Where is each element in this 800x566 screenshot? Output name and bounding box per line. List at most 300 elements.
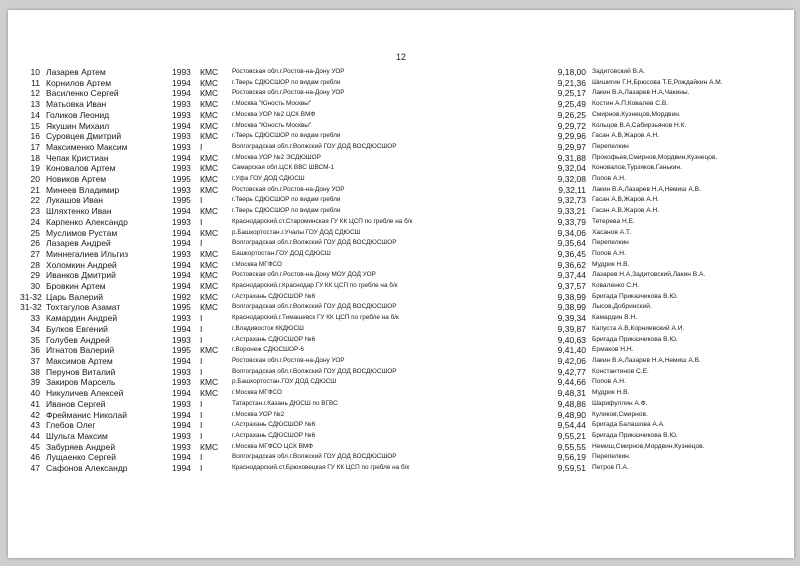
result-time: 9,38,99: [557, 302, 586, 313]
athlete-name: Миннегалиев Ильгиз: [46, 248, 129, 259]
result-time: 9,42,06: [557, 355, 586, 366]
organization: г.Москва УОР №2: [232, 410, 285, 418]
organization: г.Воронеж СДЮСШОР-6: [232, 346, 304, 354]
result-time: 9,32,11: [558, 184, 586, 195]
athlete-name: Шляхтенко Иван: [46, 206, 112, 217]
sport-rank: I: [200, 323, 203, 334]
coaches: Лакин В.А,Лазарев Н.А,Немиш А.В.: [592, 356, 701, 364]
result-time: 9,25,49: [557, 99, 586, 110]
sport-rank: КМС: [200, 163, 219, 174]
sport-rank: I: [200, 430, 203, 441]
athlete-name: Лазарев Артем: [46, 67, 106, 77]
sport-rank: I: [200, 398, 203, 409]
coaches: Бригада Приказчикова В.Ю.: [592, 335, 678, 343]
athlete-name: Закиров Марсель: [46, 377, 116, 388]
coaches: Шарифуллин А.Ф.: [592, 399, 648, 407]
athlete-name: Царь Валерий: [46, 291, 104, 302]
result-time: 9,59,51: [557, 463, 586, 474]
birth-year: 1994: [172, 270, 191, 281]
results-table: [8, 67, 794, 474]
result-time: 9,36,45: [557, 248, 586, 259]
result-time: 9,32,04: [557, 163, 586, 174]
table-row: [8, 345, 794, 356]
sport-rank: КМС: [200, 259, 219, 270]
result-time: 9,33,79: [557, 216, 586, 227]
table-row: [8, 292, 794, 303]
sport-rank: I: [200, 409, 203, 420]
birth-year: 1994: [172, 152, 191, 163]
table-row: [8, 185, 794, 196]
place-number: 37: [30, 355, 40, 366]
athlete-name: Минеев Владимир: [46, 184, 120, 195]
sport-rank: КМС: [200, 77, 219, 88]
place-number: 35: [30, 334, 40, 345]
table-row: [8, 88, 794, 99]
coaches: Задитовский В.А.: [592, 68, 646, 75]
athlete-name: Голиков Леонид: [46, 109, 110, 120]
place-number: 36: [30, 345, 40, 356]
birth-year: 1992: [172, 291, 191, 302]
result-time: 9,48,90: [557, 409, 586, 420]
organization: г.Москва МГФСО: [232, 389, 283, 397]
place-number: 31-32: [20, 291, 42, 302]
birth-year: 1993: [172, 216, 191, 227]
birth-year: 1993: [172, 248, 191, 259]
athlete-name: Суровцев Дмитрий: [46, 131, 122, 142]
table-row: [8, 399, 794, 410]
sport-rank: КМС: [200, 248, 219, 259]
athlete-name: Голубев Андрей: [46, 334, 110, 345]
birth-year: 1994: [172, 463, 191, 474]
organization: Самарская обл.ЦСК ВВС ШВСМ-1: [232, 164, 335, 172]
coaches: Кольцов В.А,Сабирзьянов Н.К.: [592, 121, 687, 129]
birth-year: 1994: [172, 281, 191, 292]
table-row: [8, 452, 794, 463]
coaches: Костин А.П,Ковалев С.В.: [592, 100, 669, 108]
table-row: [8, 270, 794, 281]
table-row: [8, 367, 794, 378]
result-time: 9,25,17: [557, 88, 586, 99]
result-time: 9,29,72: [557, 120, 586, 131]
organization: Краснодарский.ст.Староминская ГУ КК ЦСП по гребле на б/к: [232, 217, 413, 225]
table-row: [8, 163, 794, 174]
coaches: Лакин В.А,Лазарев Н.А,Немиш А.В.: [592, 185, 701, 193]
coaches: Перепелкин: [592, 142, 629, 150]
result-time: 9,39,34: [557, 313, 586, 324]
athlete-name: Чепак Кристиан: [46, 152, 109, 163]
sport-rank: КМС: [200, 109, 219, 120]
coaches: Коновалов,Турзяков,Ганькин.: [592, 164, 682, 172]
result-time: 9,42,77: [557, 366, 586, 377]
result-time: 9,38,99: [557, 291, 586, 302]
place-number: 12: [30, 88, 40, 99]
place-number: 44: [30, 430, 40, 441]
coaches: Мудрик Н.В.: [592, 260, 630, 268]
sport-rank: КМС: [200, 131, 219, 142]
athlete-name: Лазарев Андрей: [46, 238, 111, 249]
place-number: 14: [30, 109, 40, 120]
result-time: 9,26,25: [557, 109, 586, 120]
organization: Ростовская обл.г.Ростов-на-Дону УОР: [232, 185, 345, 193]
athlete-name: Сафонов Александр: [46, 463, 128, 474]
table-row: [8, 356, 794, 367]
sport-rank: КМС: [200, 227, 219, 238]
table-row: [8, 67, 794, 78]
coaches: Смирнов,Кузнецов,Мордвин.: [592, 110, 681, 118]
sport-rank: КМС: [200, 174, 219, 185]
athlete-name: Максименко Максим: [46, 141, 128, 152]
document-page: [8, 10, 794, 558]
organization: г.Москва "Юность Москвы": [232, 121, 312, 129]
organization: г.Тверь СДЮСШОР по видам гребли: [232, 78, 341, 86]
birth-year: 1993: [172, 398, 191, 409]
athlete-name: Фрейманис Николай: [46, 409, 127, 420]
table-row: [8, 142, 794, 153]
birth-year: 1995: [172, 345, 191, 356]
birth-year: 1993: [172, 141, 191, 152]
athlete-name: Лущаенко Сергей: [46, 452, 116, 463]
athlete-name: Иванов Сергей: [46, 398, 106, 409]
table-row: [8, 463, 794, 474]
result-time: 9,37,57: [557, 281, 586, 292]
table-row: [8, 174, 794, 185]
result-time: 9,39,87: [557, 323, 586, 334]
table-row: [8, 206, 794, 217]
place-number: 26: [30, 238, 40, 249]
coaches: Куликов,Смирнов.: [592, 410, 648, 418]
coaches: Немиш,Смирнов,Мордвин,Кузнецов.: [592, 442, 705, 450]
result-time: 9,54,44: [557, 420, 586, 431]
organization: г.Тверь СДЮСШОР по видам гребли: [232, 132, 341, 140]
place-number: 38: [30, 366, 40, 377]
table-row: [8, 377, 794, 388]
organization: г.Владивосток ККДЮСШ: [232, 324, 304, 332]
sport-rank: КМС: [200, 388, 219, 399]
organization: г.Москва УОР №2 ЭСДЮШОР: [232, 153, 321, 161]
organization: г.Москва УОР №2 ЦСК ВМФ: [232, 110, 316, 118]
coaches: Перепелкин.: [592, 453, 631, 461]
sport-rank: I: [200, 452, 203, 463]
athlete-name: Никуличев Алексей: [46, 388, 124, 399]
result-time: 9,35,64: [557, 238, 586, 249]
sport-rank: КМС: [200, 377, 219, 388]
place-number: 18: [30, 152, 40, 163]
coaches: Лазарев Н.А,Задитовский,Лакин В.А.: [592, 271, 706, 279]
sport-rank: I: [200, 238, 203, 249]
place-number: 30: [30, 281, 40, 292]
sport-rank: КМС: [200, 67, 219, 77]
place-number: 25: [30, 227, 40, 238]
result-time: 9,34,06: [557, 227, 586, 238]
birth-year: 1994: [172, 420, 191, 431]
place-number: 42: [30, 409, 40, 420]
coaches: Попов А.Н.: [592, 175, 626, 183]
organization: г.Уфа ГОУ ДОД СДЮСШ: [232, 175, 305, 183]
table-row: [8, 410, 794, 421]
sport-rank: I: [200, 313, 203, 324]
sport-rank: КМС: [200, 206, 219, 217]
sport-rank: I: [200, 334, 203, 345]
place-number: 10: [30, 67, 40, 77]
birth-year: 1994: [172, 238, 191, 249]
coaches: Попов А.Н.: [592, 378, 626, 386]
result-time: 9,32,08: [557, 174, 586, 185]
athlete-name: Матьовка Иван: [46, 99, 107, 110]
coaches: Лакин В.А,Лазарев Н.А,Чакины.: [592, 89, 690, 97]
coaches: Бригада Приказчикова В.Ю.: [592, 292, 678, 300]
table-row: [8, 420, 794, 431]
result-time: 9,21,36: [557, 77, 586, 88]
athlete-name: Игнатов Валерий: [46, 345, 115, 356]
place-number: 33: [30, 313, 40, 324]
result-time: 9,29,96: [557, 131, 586, 142]
place-number: 31-32: [20, 302, 42, 313]
result-time: 9,37,44: [557, 270, 586, 281]
sport-rank: КМС: [200, 302, 219, 313]
birth-year: 1993: [172, 334, 191, 345]
coaches: Бригада Балашова А.А.: [592, 421, 665, 429]
birth-year: 1993: [172, 441, 191, 452]
coaches: Попов А.Н.: [592, 249, 626, 257]
organization: Волгоградская обл.г.Волжский ГОУ ДОД ВОСДЮСШОР: [232, 303, 397, 311]
place-number: 23: [30, 206, 40, 217]
sport-rank: КМС: [200, 152, 219, 163]
result-time: 9,48,86: [557, 398, 586, 409]
place-number: 40: [30, 388, 40, 399]
coaches: Мудрик Н.В.: [592, 389, 630, 397]
result-time: 9,44,66: [557, 377, 586, 388]
coaches: Петров П.А.: [592, 464, 629, 472]
birth-year: 1993: [172, 313, 191, 324]
place-number: 41: [30, 398, 40, 409]
result-time: 9,18,00: [557, 67, 586, 77]
table-row: [8, 110, 794, 121]
athlete-name: Якушин Михаил: [46, 120, 110, 131]
table-row: [8, 302, 794, 313]
organization: Татарстан.г.Казань ДЮСШ по ВГВС: [232, 399, 338, 407]
coaches: Лысов,Добринский.: [592, 303, 652, 311]
sport-rank: КМС: [200, 99, 219, 110]
birth-year: 1994: [172, 259, 191, 270]
coaches: Камардин В.Н.: [592, 314, 638, 322]
coaches: Константинов С.Е.: [592, 367, 649, 375]
birth-year: 1994: [172, 227, 191, 238]
place-number: 15: [30, 120, 40, 131]
table-row: [8, 335, 794, 346]
result-time: 9,55,55: [557, 441, 586, 452]
place-number: 16: [30, 131, 40, 142]
sport-rank: КМС: [200, 120, 219, 131]
organization: г.Москва "Юность Москвы": [232, 100, 312, 108]
athlete-name: Василенко Сергей: [46, 88, 119, 99]
athlete-name: Коновалов Артем: [46, 163, 116, 174]
table-row: [8, 249, 794, 260]
organization: Башкортостан.ГОУ ДОД СДЮСШ: [232, 249, 331, 257]
organization: Ростовская обл.г.Ростов-на-Дону УОР: [232, 89, 345, 97]
sport-rank: I: [200, 366, 203, 377]
birth-year: 1995: [172, 195, 191, 206]
athlete-name: Корнилов Артем: [46, 77, 112, 88]
birth-year: 1994: [172, 323, 191, 334]
organization: Ростовская обл.г.Ростов-на-Дону УОР: [232, 68, 345, 75]
athlete-name: Тохтагулов Азамат: [46, 302, 121, 313]
organization: Ростовская обл.г.Ростов-на-Дону МОУ ДОД УОР: [232, 271, 376, 279]
birth-year: 1994: [172, 120, 191, 131]
organization: г.Тверь СДЮСШОР по видам гребли: [232, 196, 341, 204]
birth-year: 1993: [172, 430, 191, 441]
table-row: [8, 195, 794, 206]
organization: г.Астрахань СДЮСШОР №6: [232, 421, 316, 429]
athlete-name: Максимов Артем: [46, 355, 113, 366]
table-row: [8, 313, 794, 324]
coaches: Гасан А.В,Жаров А.Н.: [592, 207, 660, 215]
coaches: Гасан А.В,Жаров А.Н.: [592, 196, 660, 204]
birth-year: 1993: [172, 163, 191, 174]
page-number: 12: [396, 52, 407, 62]
birth-year: 1993: [172, 366, 191, 377]
result-time: 9,56,19: [557, 452, 586, 463]
birth-year: 1994: [172, 409, 191, 420]
table-row: [8, 431, 794, 442]
organization: Волгоградская обл.г.Волжский ГОУ ДОД ВОСДЮСШОР: [232, 453, 397, 461]
result-time: 9,48,31: [557, 388, 586, 399]
place-number: 17: [30, 141, 40, 152]
coaches: Гасан А.В,Жаров А.Н.: [592, 132, 660, 140]
birth-year: 1993: [172, 131, 191, 142]
sport-rank: I: [200, 195, 203, 206]
table-row: [8, 442, 794, 453]
organization: г.Москва МГФСО ЦСК ВМФ: [232, 442, 313, 450]
organization: Краснодарский.ст.Брюховецкая ГУ КК ЦСП по гребле на б/к: [232, 464, 410, 472]
birth-year: 1994: [172, 88, 191, 99]
place-number: 24: [30, 216, 40, 227]
athlete-name: Муслимов Рустам: [46, 227, 118, 238]
athlete-name: Перунов Виталий: [46, 366, 116, 377]
athlete-name: Шульга Максим: [46, 430, 108, 441]
table-row: [8, 217, 794, 228]
result-time: 9,40,63: [557, 334, 586, 345]
place-number: 29: [30, 270, 40, 281]
place-number: 43: [30, 420, 40, 431]
place-number: 28: [30, 259, 40, 270]
place-number: 46: [30, 452, 40, 463]
birth-year: 1994: [172, 452, 191, 463]
sport-rank: КМС: [200, 281, 219, 292]
coaches: Перепелкин: [592, 239, 629, 247]
table-row: [8, 228, 794, 239]
birth-year: 1995: [172, 174, 191, 185]
table-row: [8, 260, 794, 271]
sport-rank: I: [200, 355, 203, 366]
athlete-name: Бровкин Артем: [46, 281, 106, 292]
athlete-name: Камардин Андрей: [46, 313, 118, 324]
place-number: 11: [31, 77, 40, 88]
table-row: [8, 388, 794, 399]
coaches: Хасанов А.Т.: [592, 228, 632, 236]
birth-year: 1993: [172, 184, 191, 195]
place-number: 19: [30, 163, 40, 174]
sport-rank: I: [200, 141, 203, 152]
organization: г.Москва МГФСО: [232, 260, 283, 268]
table-row: [8, 121, 794, 132]
organization: г.Астрахань СДЮСШОР №6: [232, 292, 316, 300]
birth-year: 1995: [172, 302, 191, 313]
birth-year: 1993: [172, 99, 191, 110]
birth-year: 1994: [172, 388, 191, 399]
athlete-name: Холомкин Андрей: [46, 259, 117, 270]
place-number: 39: [30, 377, 40, 388]
athlete-name: Лукашов Иван: [46, 195, 103, 206]
coaches: Капуста А.В,Корниевский А.И.: [592, 324, 685, 332]
place-number: 34: [30, 323, 40, 334]
birth-year: 1993: [172, 109, 191, 120]
athlete-name: Глебов Олег: [46, 420, 96, 431]
birth-year: 1994: [172, 206, 191, 217]
athlete-name: Новиков Артем: [46, 174, 107, 185]
place-number: 13: [30, 99, 40, 110]
result-time: 9,41,40: [557, 345, 586, 356]
coaches: Шишигин Г.Н,Брюсова Т.Е,Рождайкин А.М.: [592, 78, 723, 86]
athlete-name: Карпенко Александр: [46, 216, 128, 227]
sport-rank: КМС: [200, 291, 219, 302]
coaches: Бригада Приказчикова В.Ю.: [592, 431, 678, 439]
coaches: Ермаков Н.Н.: [592, 346, 634, 354]
table-row: [8, 99, 794, 110]
result-time: 9,31,88: [557, 152, 586, 163]
sport-rank: КМС: [200, 345, 219, 356]
table-row: [8, 281, 794, 292]
birth-year: 1993: [172, 67, 191, 77]
athlete-name: Забуряев Андрей: [46, 441, 116, 452]
birth-year: 1993: [172, 377, 191, 388]
result-time: 9,33,21: [557, 206, 586, 217]
table-row: [8, 78, 794, 89]
coaches: Тетерева Н.Е.: [592, 217, 635, 225]
sport-rank: КМС: [200, 270, 219, 281]
sport-rank: I: [200, 463, 203, 474]
organization: Волгоградская обл.г.Волжский ГОУ ДОД ВОСДЮСШОР: [232, 367, 397, 375]
sport-rank: I: [200, 420, 203, 431]
sport-rank: КМС: [200, 441, 219, 452]
place-number: 27: [30, 248, 40, 259]
coaches: Прокофьев,Смирнов,Мордвин,Кузнецов.: [592, 153, 718, 161]
result-time: 9,55,21: [557, 430, 586, 441]
sport-rank: КМС: [200, 184, 219, 195]
organization: Краснодарский.г.Тимашевск ГУ КК ЦСП по гребле на б/к: [232, 314, 399, 322]
sport-rank: КМС: [200, 88, 219, 99]
organization: р.Башкортостан.ГОУ ДОД СДЮСШ: [232, 378, 337, 386]
birth-year: 1994: [172, 355, 191, 366]
result-time: 9,36,62: [557, 259, 586, 270]
table-row: [8, 324, 794, 335]
table-row: [8, 153, 794, 164]
place-number: 45: [30, 441, 40, 452]
athlete-name: Иванков Дмитрий: [46, 270, 116, 281]
sport-rank: I: [200, 216, 203, 227]
place-number: 20: [30, 174, 40, 185]
organization: Ростовская обл.г.Ростов-на-Дону УОР: [232, 356, 345, 364]
birth-year: 1994: [172, 77, 191, 88]
place-number: 22: [30, 195, 40, 206]
organization: р.Башкортостан.г.Учалы ГОУ ДОД СДЮСШ: [232, 228, 361, 236]
athlete-name: Булков Евгений: [46, 323, 108, 334]
coaches: Коваленко С.Н.: [592, 282, 640, 290]
place-number: 21: [30, 184, 40, 195]
table-row: [8, 131, 794, 142]
organization: г.Тверь СДЮСШОР по видам гребли: [232, 207, 341, 215]
table-row: [8, 238, 794, 249]
organization: г.Астрахань СДЮСШОР №6: [232, 431, 316, 439]
